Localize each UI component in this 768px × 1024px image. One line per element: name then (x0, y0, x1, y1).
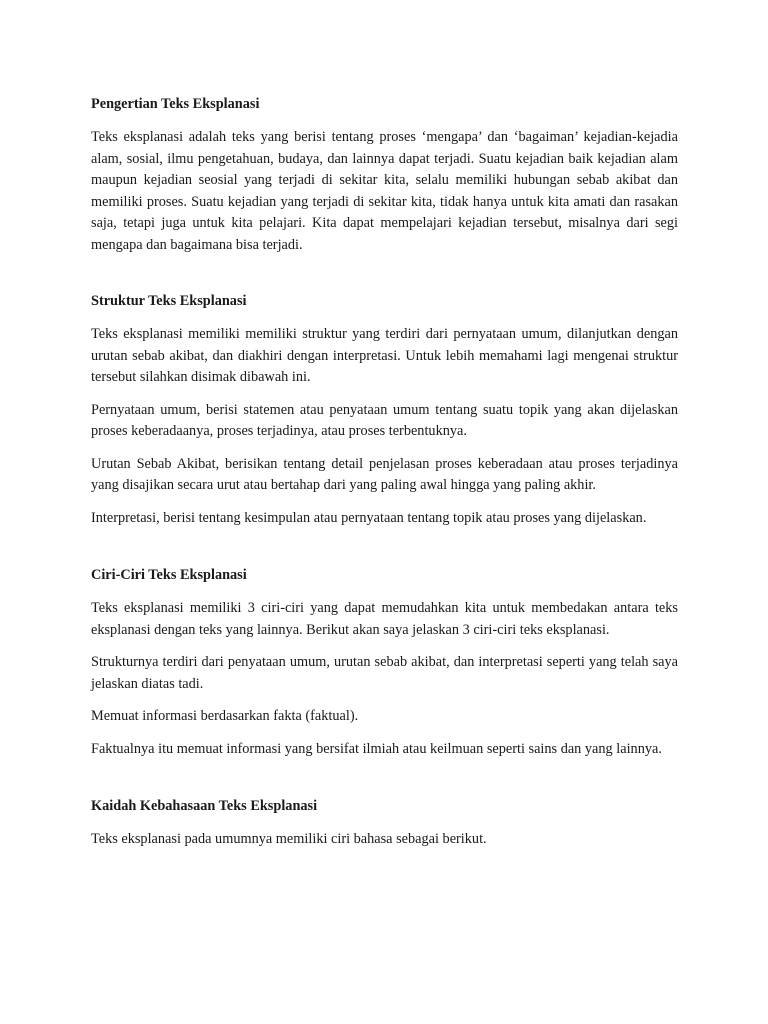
paragraph: Memuat informasi berdasarkan fakta (faktual). (91, 708, 359, 724)
paragraph: Strukturnya terdiri dari penyataan umum, urutan sebab akibat, dan interpretasi seperti yang telah saya jelaskan diatas tadi. (91, 654, 678, 692)
paragraph: Teks eksplanasi pada umumnya memiliki ciri bahasa sebagai berikut. (91, 831, 487, 847)
paragraph: Teks eksplanasi memiliki 3 ciri-ciri yang dapat memudahkan kita untuk membedakan antara teks eksplanasi dengan teks yang lainnya. Berikut akan saya jelaskan 3 ciri-ciri teks eksplanasi. (91, 600, 678, 638)
section-pengertian (91, 94, 678, 256)
paragraph: Teks eksplanasi memiliki memiliki struktur yang terdiri dari pernyataan umum, dilanjutkan dengan urutan sebab akibat, dan diakhiri dengan interpretasi. Untuk lebih memahami lagi mengenai struktur tersebut silahkan disimak dibawah ini. (91, 326, 678, 385)
section-heading: Struktur Teks Eksplanasi (91, 293, 247, 309)
section-heading: Ciri-Ciri Teks Eksplanasi (91, 567, 247, 583)
paragraph: Pernyataan umum, berisi statemen atau penyataan umum tentang suatu topik yang akan dijelaskan proses keberadaanya, proses terjadinya, atau proses terbentuknya. (91, 401, 678, 439)
section-struktur (91, 291, 678, 529)
section-heading: Pengertian Teks Eksplanasi (91, 96, 260, 112)
paragraph: Faktualnya itu memuat informasi yang bersifat ilmiah atau keilmuan seperti sains dan yang lainnya. (91, 740, 662, 757)
paragraph: Teks eksplanasi adalah teks yang berisi tentang proses ‘mengapa’ dan ‘bagaiman’ kejadian-kejadia alam, sosial, ilmu pengetahuan, budaya, dan lainnya dapat terjadi. Suatu kejadian baik kejadian alam maupun kejadian seosial yang terjadi di sekitar kita, selalu memiliki hubungan sebab akibat dan memiliki proses. Suatu kejadian yang terjadi di sekitar kita, tidak hanya untuk kita amati dan rasakan saja, tetapi juga untuk kita pelajari. Kita dapat mempelajari kejadian tersebut, misalnya dari segi mengapa dan bagaimana bisa terjadi. (91, 129, 678, 253)
section-ciri-ciri (91, 565, 678, 760)
document-page (91, 94, 678, 862)
paragraph: Interpretasi, berisi tentang kesimpulan atau pernyataan tentang topik atau proses yang dijelaskan. (91, 509, 647, 526)
section-kaidah-kebahasaan (91, 796, 678, 851)
section-heading: Kaidah Kebahasaan Teks Eksplanasi (91, 798, 318, 814)
paragraph: Urutan Sebab Akibat, berisikan tentang detail penjelasan proses keberadaan atau proses terjadinya yang disajikan secara urut atau bertahap dari yang paling awal hingga yang paling akhir. (91, 455, 678, 493)
